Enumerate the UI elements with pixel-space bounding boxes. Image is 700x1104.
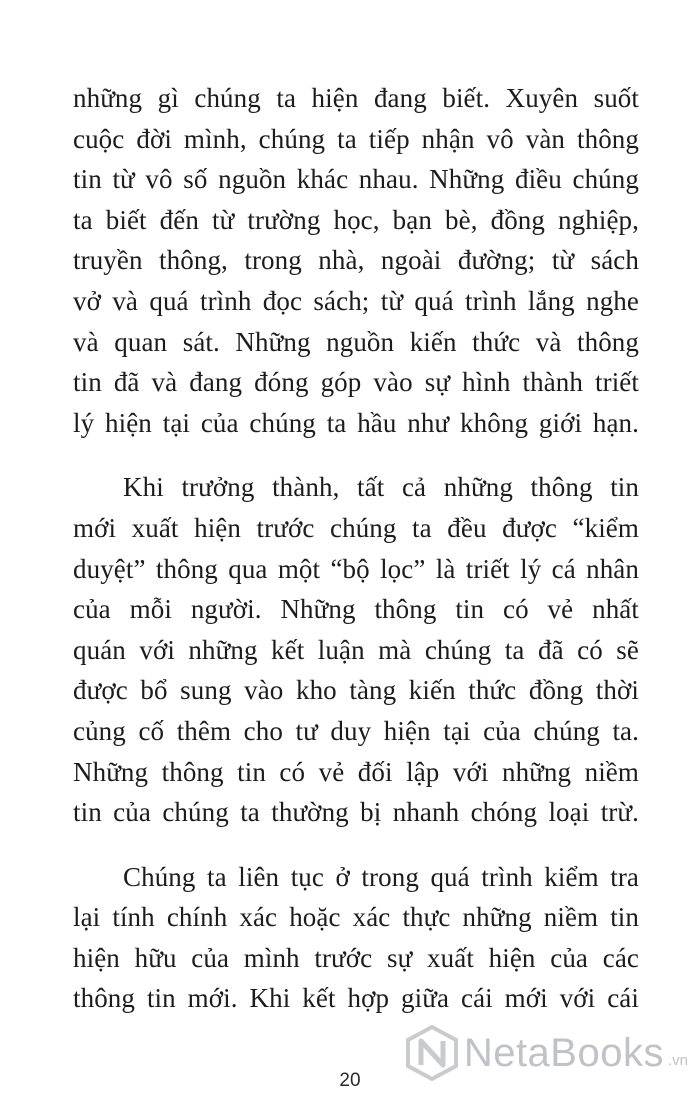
text-line: những gì chúng ta hiện đang biết. Xuyên suốt <box>73 83 639 113</box>
text-line: Chúng ta liên tục ở trong quá trình kiểm tra <box>123 861 639 892</box>
text-line: của mỗi người. Những thông tin có vẻ nhất <box>73 594 639 625</box>
text-line: tin từ vô số nguồn khác nhau. Những điều chúng <box>73 164 639 195</box>
text-line: tin của chúng ta thường bị nhanh chóng loại trừ. <box>73 797 639 828</box>
text-line: được bổ sung vào kho tàng kiến thức đồng thời <box>73 675 639 706</box>
text-line: ta biết đến từ trường học, bạn bè, đồng nghiệp, <box>73 204 639 235</box>
watermark-brand: NetaBooks <box>463 1030 664 1075</box>
text-line: Khi trưởng thành, tất cả những thông tin <box>123 472 639 503</box>
text-line: hiện hữu của mình trước sự xuất hiện của các <box>73 942 639 973</box>
text-line: cuộc đời mình, chúng ta tiếp nhận vô vàn thông <box>73 123 639 154</box>
text-line: và quan sát. Những nguồn kiến thức và thông <box>73 326 639 357</box>
text-line: vở và quá trình đọc sách; từ quá trình lắng nghe <box>73 285 639 316</box>
page-body <box>73 78 639 1019</box>
paragraph-3 <box>73 857 639 1019</box>
text-line: thông tin mới. Khi kết hợp giữa cái mới với cái <box>73 983 639 1014</box>
text-line: củng cố thêm cho tư duy hiện tại của chúng ta. <box>73 715 639 746</box>
text-line: truyền thông, trong nhà, ngoài đường; từ sách <box>73 245 639 276</box>
text-line: lý hiện tại của chúng ta hầu như không giới hạn. <box>73 407 639 438</box>
text-line: mới xuất hiện trước chúng ta đều được “kiểm <box>73 512 639 543</box>
paragraph-1 <box>73 78 639 443</box>
text-line: Những thông tin có vẻ đối lập với những niềm <box>73 756 639 787</box>
watermark-suffix: .vn <box>667 1052 688 1069</box>
paragraph-2 <box>73 467 639 832</box>
page-number: 20 <box>339 1070 361 1091</box>
text-line: quán với những kết luận mà chúng ta đã có sẽ <box>73 634 639 665</box>
text-line: duyệt” thông qua một “bộ lọc” là triết lý cá nhân <box>73 553 639 584</box>
text-line: tin đã và đang đóng góp vào sự hình thành triết <box>73 367 639 398</box>
text-line: lại tính chính xác hoặc xác thực những niềm tin <box>73 902 639 933</box>
